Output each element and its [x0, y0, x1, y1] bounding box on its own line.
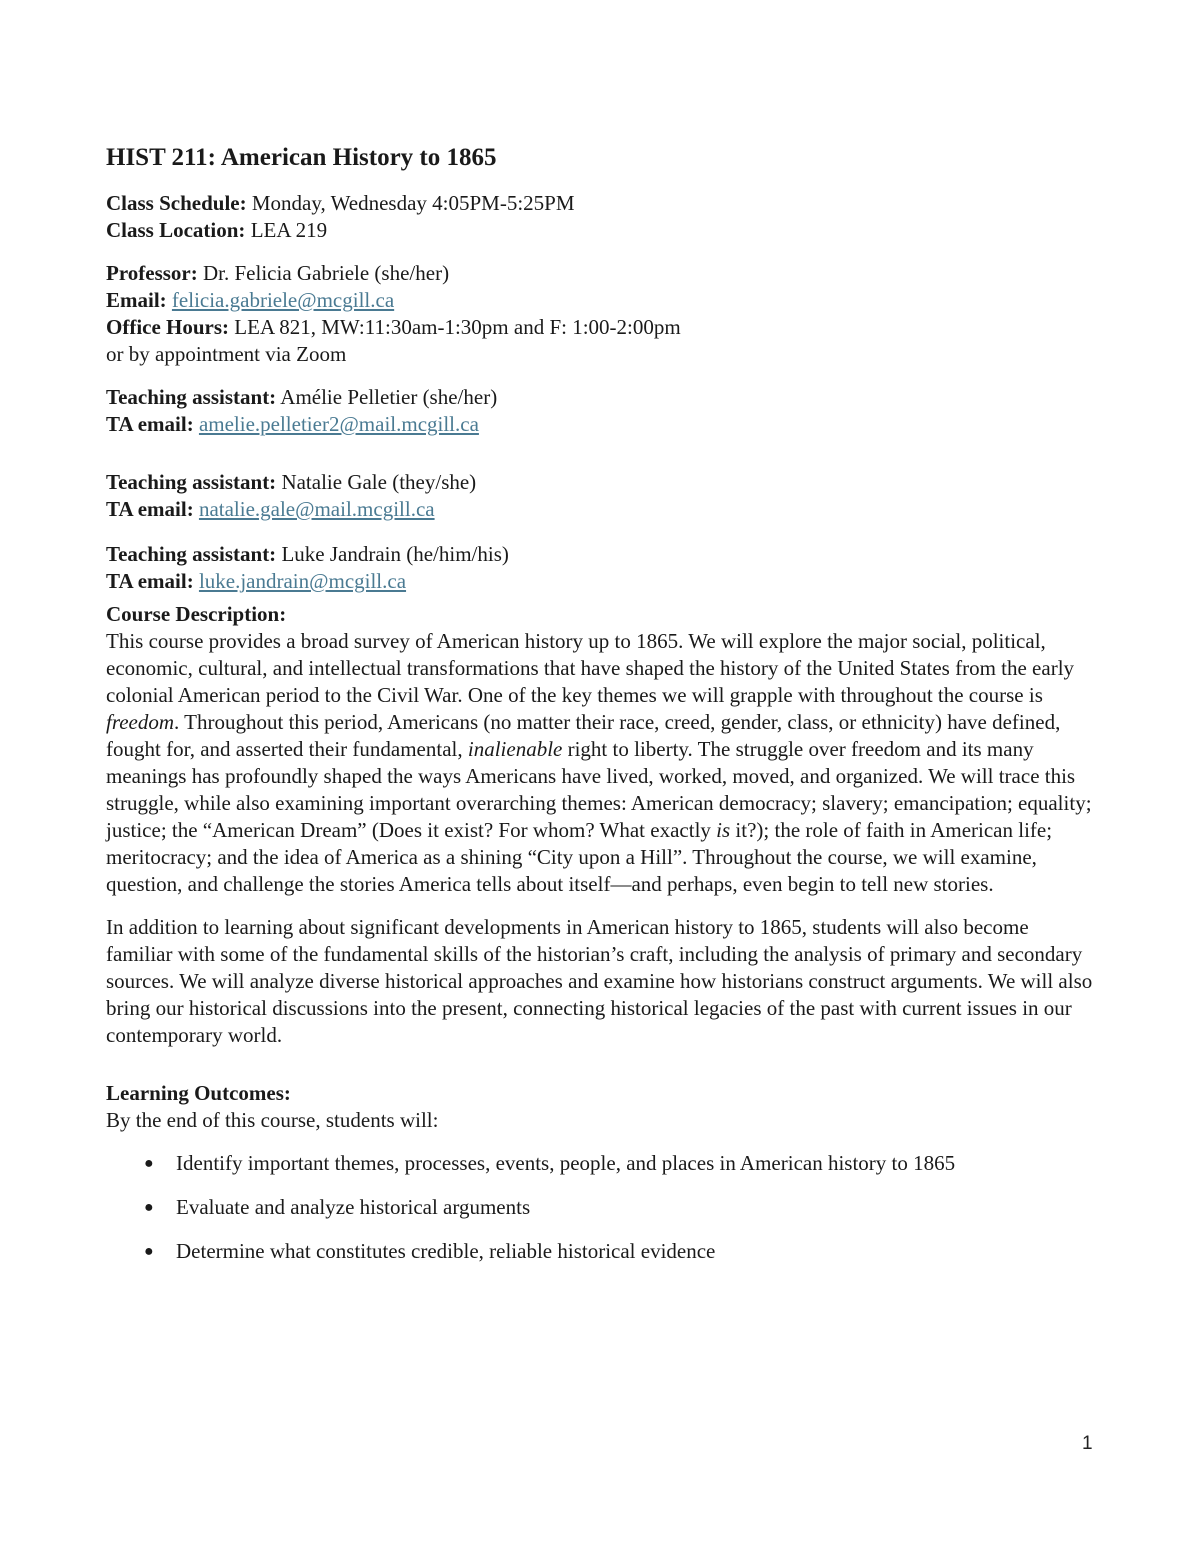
emphasis-is: is — [716, 818, 731, 842]
ta-3-email-label: TA email: — [106, 569, 194, 593]
ta-1-email — [106, 411, 1096, 438]
ta-2-email-label: TA email: — [106, 497, 194, 521]
ta-2-name: Natalie Gale (they/she) — [281, 470, 477, 494]
list-item: ● Identify important themes, processes, events, people, and places in American history to 1865 — [144, 1151, 956, 1175]
ta-2 — [106, 469, 1096, 496]
ta-2-email-link[interactable]: natalie.gale@mail.mcgill.ca — [198, 497, 435, 521]
ta-3-email — [106, 568, 1096, 595]
professor-label: Professor: — [106, 261, 198, 285]
professor-name: Dr. Felicia Gabriele (she/her) — [203, 261, 450, 285]
office-hours — [106, 314, 1096, 341]
ta-2-label: Teaching assistant: — [106, 470, 277, 494]
professor-email-label: Email: — [106, 288, 167, 312]
class-schedule-label: Class Schedule: — [106, 191, 247, 215]
emphasis-freedom: freedom — [106, 710, 175, 734]
bullet-icon: ● — [144, 1243, 154, 1260]
course-title: HIST 211: American History to 1865 — [106, 144, 497, 171]
list-item: ● Evaluate and analyze historical arguments — [144, 1195, 531, 1219]
learning-outcomes-intro: By the end of this course, students will: — [106, 1108, 439, 1132]
ta-1-email-label: TA email: — [106, 412, 194, 436]
professor-email — [106, 287, 1096, 314]
office-hours-note: or by appointment via Zoom — [106, 342, 347, 366]
emphasis-inalienable: inalienable — [467, 737, 563, 761]
class-schedule-value: Monday, Wednesday 4:05PM-5:25PM — [251, 191, 575, 215]
ta-3-name: Luke Jandrain (he/him/his) — [281, 542, 509, 566]
ta-3 — [106, 541, 1096, 568]
course-description-paragraph-2: In addition to learning about significant developments in American history to 1865, students will also become familiar with some of the fundamental skills of the historian’s craft, including the analysis of primary and secondary sources. We will analyze diverse historical approaches and examine how historians construct arguments. We will also bring our historical discussions into the present, connecting historical legacies of the past with current issues in our contemporary world. — [106, 915, 1093, 1047]
ta-1-label: Teaching assistant: — [106, 385, 277, 409]
ta-3-label: Teaching assistant: — [106, 542, 277, 566]
ta-3-email-link[interactable]: luke.jandrain@mcgill.ca — [198, 569, 407, 593]
course-description-heading: Course Description: — [106, 602, 287, 626]
class-location-value: LEA 219 — [250, 218, 328, 242]
professor-email-link[interactable]: felicia.gabriele@mcgill.ca — [171, 288, 395, 312]
ta-2-email — [106, 496, 1096, 523]
class-location — [106, 217, 1096, 244]
ta-1-name: Amélie Pelletier (she/her) — [280, 385, 498, 409]
course-description-paragraph-1: This course provides a broad survey of American history up to 1865. We will explore the major social, political, economic, cultural, and intellectual transformations that have shaped the history of the United States from the early colonial American period to the Civil War. One of the key themes we will grapple with throughout the course is freedom. Throughout this period, Americans (no matter their race, creed, gender, class, or ethnicity) have defined, fought for, and asserted their fundamental, inalienable right to liberty. The struggle over freedom and its many meanings has profoundly shaped the ways Americans have lived, worked, moved, and organized. We will trace this struggle, while also examining important overarching themes: American democracy; slavery; emancipation; equality; justice; the “American Dream” (Does it exist? For whom? What exactly is it?); the role of faith in American life; meritocracy; and the idea of America as a shining “City upon a Hill”. Throughout the course, we will examine, question, and challenge the stories America tells about itself—and perhaps, even begin to tell new stories. — [106, 629, 1092, 896]
ta-1 — [106, 384, 1096, 411]
class-schedule — [106, 190, 1096, 217]
class-location-label: Class Location: — [106, 218, 246, 242]
page-number: 1 — [1082, 1433, 1093, 1454]
syllabus-page — [106, 142, 1096, 1282]
office-hours-label: Office Hours: — [106, 315, 230, 339]
learning-outcomes-list — [106, 1150, 1096, 1265]
professor — [106, 260, 1096, 287]
office-hours-value: LEA 821, MW:11:30am-1:30pm and F: 1:00-2:00pm — [234, 315, 681, 339]
ta-1-email-link[interactable]: amelie.pelletier2@mail.mcgill.ca — [198, 412, 479, 436]
learning-outcomes-heading: Learning Outcomes: — [106, 1081, 291, 1105]
bullet-icon: ● — [144, 1155, 154, 1172]
list-item: ● Determine what constitutes credible, reliable historical evidence — [144, 1239, 716, 1263]
bullet-icon: ● — [144, 1199, 154, 1216]
